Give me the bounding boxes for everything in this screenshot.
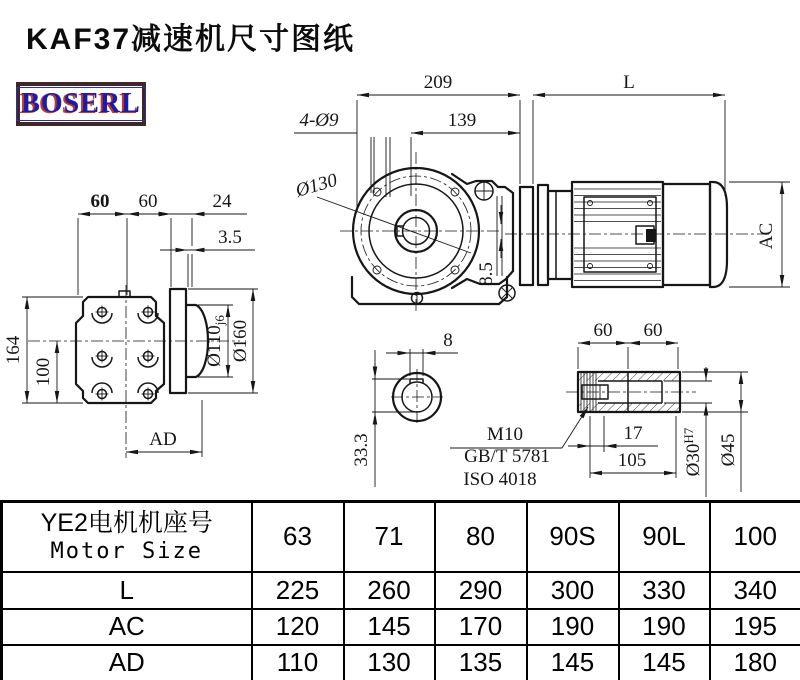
label-std-iso: ISO 4018 (463, 469, 537, 490)
dim-pilot-dia: $Ø110_{j6}$ (204, 315, 227, 367)
dim-axis-height-100: 100 (33, 357, 54, 387)
boserl-logo-text: BOSERL (21, 88, 141, 119)
dim-spacing-a: 60 (90, 191, 110, 212)
table-row-AC (2, 609, 800, 645)
column-header: 80 (435, 502, 527, 572)
row-label: L (2, 572, 252, 609)
table-row-L (2, 572, 800, 609)
dim-clearance: 3.5 (218, 227, 242, 248)
label-bolt-holes: 4-Ø9 (299, 110, 339, 131)
motor-side-view (505, 182, 770, 287)
front-flange-view (340, 152, 533, 314)
table-header-motor-size (2, 502, 252, 572)
column-header: 90S (527, 502, 619, 572)
column-header: 71 (344, 502, 435, 572)
dim-bore-dia: $Ø30^{H7}$ (681, 427, 704, 477)
row-label: AC (2, 609, 252, 645)
top-dimensions (292, 72, 790, 287)
table-cell: 145 (527, 645, 619, 680)
bolt-lugs (92, 306, 158, 401)
column-header: 63 (252, 502, 344, 572)
table-row-AD (2, 645, 800, 680)
table-cell: 120 (252, 609, 344, 645)
page-title: KAF37减速机尺寸图纸 (26, 23, 356, 56)
dim-flange-dia: Ø160 (230, 319, 251, 363)
table-cell: 145 (619, 645, 710, 680)
dim-housing-length: 209 (423, 72, 453, 93)
column-header: 100 (710, 502, 800, 572)
left-end-view (28, 285, 240, 458)
column-header: 90L (619, 502, 710, 572)
dim-spacing-b: 60 (138, 191, 158, 212)
dim-outer-dia: Ø45 (718, 433, 739, 467)
dim-keyway-depth: 33.3 (351, 433, 372, 467)
motor-size-table (0, 500, 800, 680)
table-cell: 145 (344, 609, 435, 645)
table-cell: 330 (619, 572, 710, 609)
dim-height-164: 164 (3, 335, 24, 365)
table-cell: 190 (619, 609, 710, 645)
dim-width-AD: AD (149, 429, 177, 450)
header-en: Motor Size (50, 539, 203, 565)
dim-total-length: 105 (617, 450, 647, 471)
header-cn: YE2电机机座号 (40, 508, 213, 537)
left-view-dimensions (3, 191, 258, 457)
table-cell: 170 (435, 609, 527, 645)
dim-flange-thickness: 24 (212, 191, 232, 212)
shaft-key-section (351, 330, 588, 490)
label-std-gb: GB/T 5781 (464, 446, 550, 467)
label-screw-spec: M10 (487, 424, 523, 445)
dim-shaft-seg-a: 60 (593, 320, 613, 341)
table-cell: 195 (710, 609, 800, 645)
dim-flange-offset: 139 (447, 110, 477, 131)
hollow-shaft-detail (566, 320, 748, 497)
table-cell: 190 (527, 609, 619, 645)
dim-key-width: 8 (443, 330, 453, 351)
table-cell: 300 (527, 572, 619, 609)
dim-shaft-seg-b: 60 (643, 320, 663, 341)
dim-mount-gap: 8.5 (476, 262, 497, 286)
dim-groove-pos: 17 (623, 423, 643, 444)
row-label: AD (2, 645, 252, 680)
table-cell: 110 (252, 645, 344, 680)
table-header-row (2, 502, 800, 572)
table-cell: 130 (344, 645, 435, 680)
table-cell: 290 (435, 572, 527, 609)
table-cell: 135 (435, 645, 527, 680)
technical-drawing (0, 58, 800, 500)
table-cell: 260 (344, 572, 435, 609)
table-cell: 180 (710, 645, 800, 680)
label-bolt-circle: Ø130 (293, 169, 340, 202)
table-cell: 340 (710, 572, 800, 609)
dim-motor-length-L: L (623, 72, 635, 93)
table-cell: 225 (252, 572, 344, 609)
dim-motor-frame-AC: AC (756, 222, 777, 250)
